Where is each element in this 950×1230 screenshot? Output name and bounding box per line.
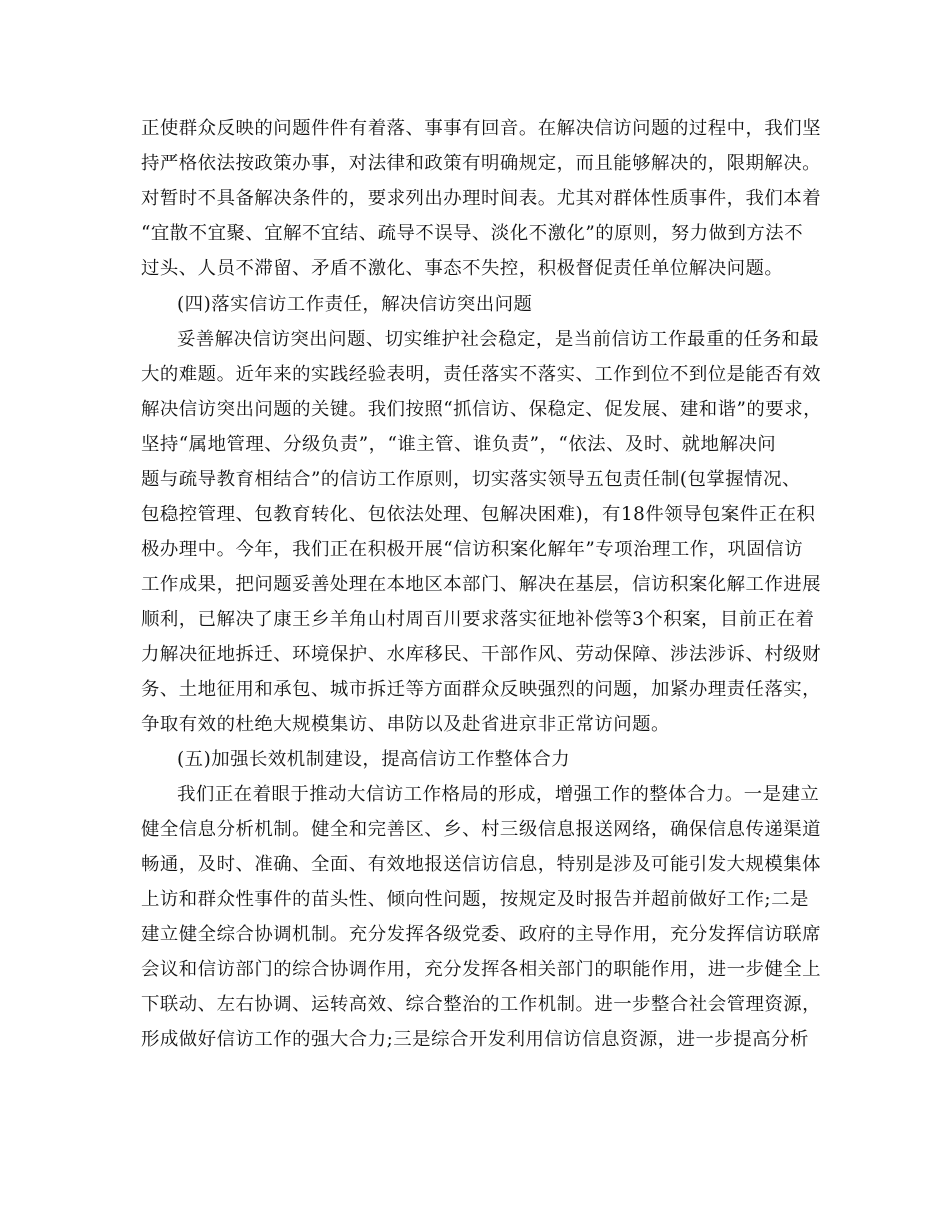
body-text-line: 过头、人员不滞留、矛盾不激化、事态不失控，积极督促责任单位解决问题。 [141, 258, 784, 279]
body-text-line: 务、土地征用和承包、城市拆迁等方面群众反映强烈的问题，加紧办理责任落实， [141, 679, 822, 700]
body-text-line: 解决信访突出问题的关键。我们按照“抓信访、保稳定、促发展、建和谐”的要求， [141, 399, 822, 420]
body-text-line: 争取有效的杜绝大规模集访、串防以及赴省进京非正常访问题。 [141, 714, 670, 735]
body-text-line: 工作成果，把问题妥善处理在本地区本部门、解决在基层，信访积案化解工作进展 [141, 574, 822, 595]
body-text-line: 包稳控管理、包教育转化、包依法处理、包解决困难)，有18件领导包案件正在积 [141, 504, 816, 525]
body-text-line: “宜散不宜聚、宜解不宜结、疏导不误导、淡化不激化”的原则，努力做到方法不 [141, 223, 804, 244]
body-text-line: 题与疏导教育相结合”的信访工作原则，切实落实领导五包责任制(包掌握情况、 [141, 469, 801, 490]
section-heading-four: (四)落实信访工作责任，解决信访突出问题 [177, 294, 533, 315]
body-text-line: 对暂时不具备解决条件的，要求列出办理时间表。尤其对群体性质事件，我们本着 [141, 188, 822, 209]
body-text-line: 下联动、左右协调、运转高效、综合整治的工作机制。进一步整合社会管理资源， [141, 994, 822, 1015]
body-text-line: 健全信息分析机制。健全和完善区、乡、村三级信息报送网络，确保信息传递渠道 [141, 819, 822, 840]
body-text-line: 极办理中。今年，我们正在积极开展“信访积案化解年”专项治理工作，巩固信访 [141, 539, 804, 560]
body-text-line: 大的难题。近年来的实践经验表明，责任落实不落实、工作到位不到位是能否有效 [141, 364, 822, 385]
body-text-line: 畅通，及时、准确、全面、有效地报送信访信息，特别是涉及可能引发大规模集体 [141, 854, 822, 875]
body-text-line: 顺利，已解决了康王乡羊角山村周百川要求落实征地补偿等3个积案，目前正在着 [141, 609, 815, 630]
body-text-line: 会议和信访部门的综合协调作用，充分发挥各相关部门的职能作用，进一步健全上 [141, 959, 822, 980]
body-text-line: 建立健全综合协调机制。充分发挥各级党委、政府的主导作用，充分发挥信访联席 [141, 924, 822, 945]
body-text-line: 形成做好信访工作的强大合力;三是综合开发利用信访信息资源，进一步提高分析 [141, 1029, 809, 1050]
body-text-line: 我们正在着眼于推动大信访工作格局的形成，增强工作的整体合力。一是建立 [177, 784, 820, 805]
body-text-line: 坚持“属地管理、分级负责”，“谁主管、谁负责”，“依法、及时、就地解决问 [141, 434, 777, 455]
body-text-line: 力解决征地拆迁、环境保护、水库移民、干部作风、劳动保障、涉法涉诉、村级财 [141, 644, 822, 665]
body-text-line: 妥善解决信访突出问题、切实维护社会稳定，是当前信访工作最重的任务和最 [177, 329, 820, 350]
section-heading-five: (五)加强长效机制建设，提高信访工作整体合力 [177, 749, 571, 770]
body-text-line: 上访和群众性事件的苗头性、倾向性问题，按规定及时报告并超前做好工作;二是 [141, 889, 809, 910]
body-text-line: 持严格依法按政策办事，对法律和政策有明确规定，而且能够解决的，限期解决。 [141, 153, 822, 174]
body-text-line: 正使群众反映的问题件件有着落、事事有回音。在解决信访问题的过程中，我们坚 [141, 118, 822, 139]
